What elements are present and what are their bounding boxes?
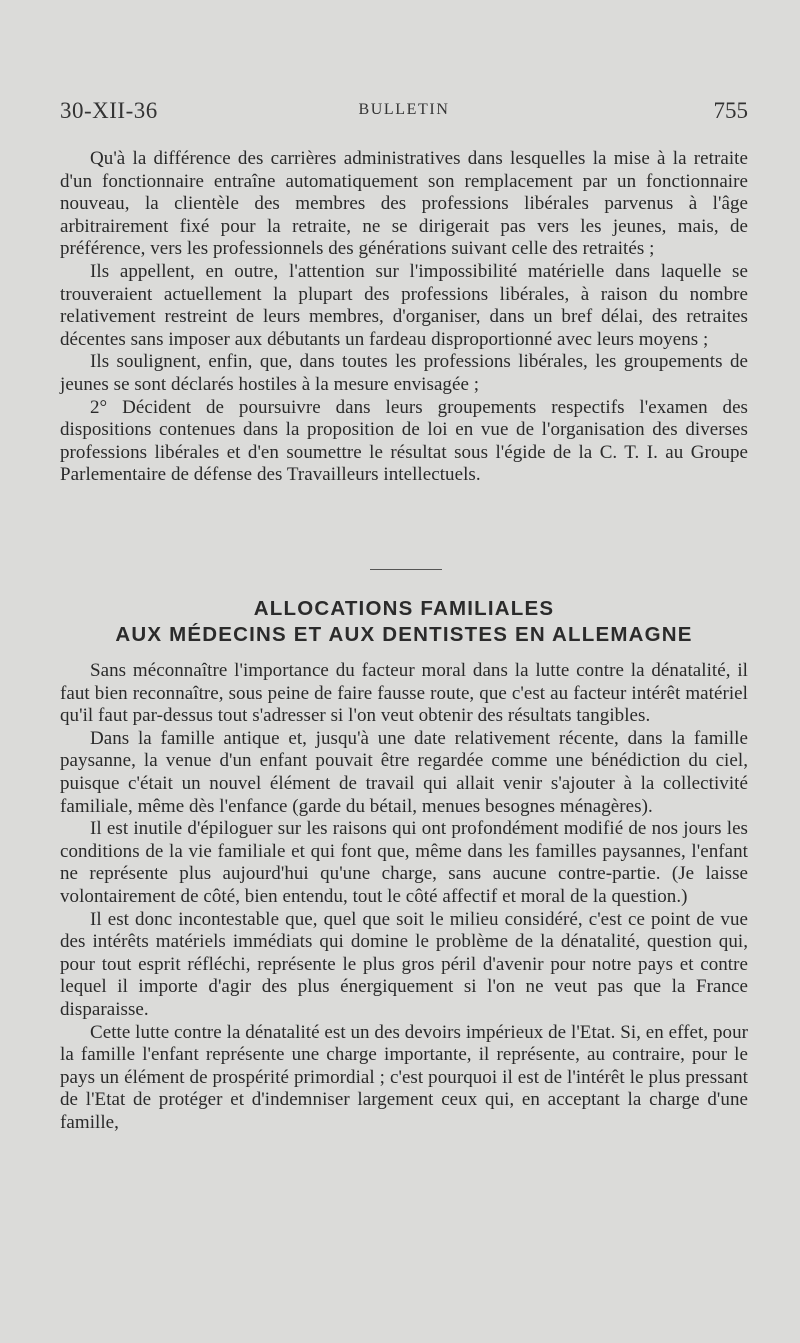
- paragraph: Ils soulignent, enfin, que, dans toutes les professions libérales, les groupements de jeunes se sont déclarés hostiles à la mesure envisagée ;: [60, 351, 748, 395]
- section-heading-line-2: AUX MÉDECINS ET AUX DENTISTES EN ALLEMAGNE: [115, 623, 693, 646]
- paragraph: Cette lutte contre la dénatalité est un des devoirs impérieux de l'Etat. Si, en effet, pour la famille l'enfant représente une charge importante, il représente, au contraire, pour le pays un élément de prospérité primordial ; c'est pourquoi il est de l'intérêt le plus pressant de l'Etat de protéger et d'indemniser largement ceux qui, en acceptant la charge d'une famille,: [60, 1021, 748, 1133]
- paragraph: Sans méconnaître l'importance du facteur moral dans la lutte contre la dénatalité, il faut bien reconnaître, sous peine de faire fausse route, que c'est au facteur intérêt matériel qu'il faut par-dessus tout s'adresser si l'on veut obtenir des résultats tangibles.: [60, 660, 748, 727]
- section-divider: [370, 569, 442, 570]
- paragraph: Il est donc incontestable que, quel que soit le milieu considéré, c'est ce point de vue des intérêts matériels immédiats qui domine le problème de la dénatalité, question qui, pour tout esprit réfléchi, représente le plus gros péril d'avenir pour notre pays et contre lequel il importe d'agir des plus énergiquement si l'on ne veut pas que la France disparaisse.: [60, 908, 748, 1020]
- header-date: 30-XII-36: [60, 98, 158, 123]
- running-head: [60, 98, 748, 128]
- paragraph: Ils appellent, en outre, l'attention sur l'impossibilité matérielle dans laquelle se trouveraient actuellement la plupart des professions libérales, à raison du nombre relativement restreint de leurs membres, d'organiser, dans un bref délai, des retraites décentes sans imposer aux débutants un fardeau disproportionné avec leurs moyens ;: [60, 260, 748, 350]
- paragraph: Dans la famille antique et, jusqu'à une date relativement récente, dans la famille paysanne, la venue d'un enfant pouvait être regardée comme une bénédiction du ciel, puisque c'était un nouvel élément de travail qui allait venir s'ajouter à la collectivité familiale, même dès l'enfance (garde du bétail, menues besognes ménagères).: [60, 727, 748, 817]
- paragraph: Qu'à la différence des carrières administratives dans lesquelles la mise à la retraite d'un fonctionnaire entraîne automatiquement son remplacement par un fonctionnaire nouveau, la clientèle des membres des professions libérales parvenus à l'âge arbitrairement fixé pour la retraite, ne se dirigerait pas vers les jeunes, mais, de préférence, vers les professionnels des générations suivant celle des retraités ;: [60, 148, 748, 260]
- section-heading: [60, 596, 748, 648]
- continued-text: [60, 148, 748, 487]
- paragraph: 2° Décident de poursuivre dans leurs groupements respectifs l'examen des dispositions contenues dans la proposition de loi en vue de l'organisation des diverses professions libérales et d'en soumettre le résultat sous l'égide de la C. T. I. au Groupe Parlementaire de défense des Travailleurs intellectuels.: [60, 396, 748, 486]
- page-number: 755: [713, 98, 748, 123]
- section-heading-line-1: ALLOCATIONS FAMILIALES: [253, 597, 555, 620]
- header-title: BULLETIN: [358, 101, 450, 118]
- article-body: [60, 660, 748, 1134]
- paragraph: Il est inutile d'épiloguer sur les raisons qui ont profondément modifié de nos jours les conditions de la vie familiale et qui font que, même dans les familles paysannes, l'enfant ne représente plus aujourd'hui qu'une charge, sans aucune contre-partie. (Je laisse volontairement de côté, bien entendu, tout le côté affectif et moral de la question.): [60, 818, 748, 907]
